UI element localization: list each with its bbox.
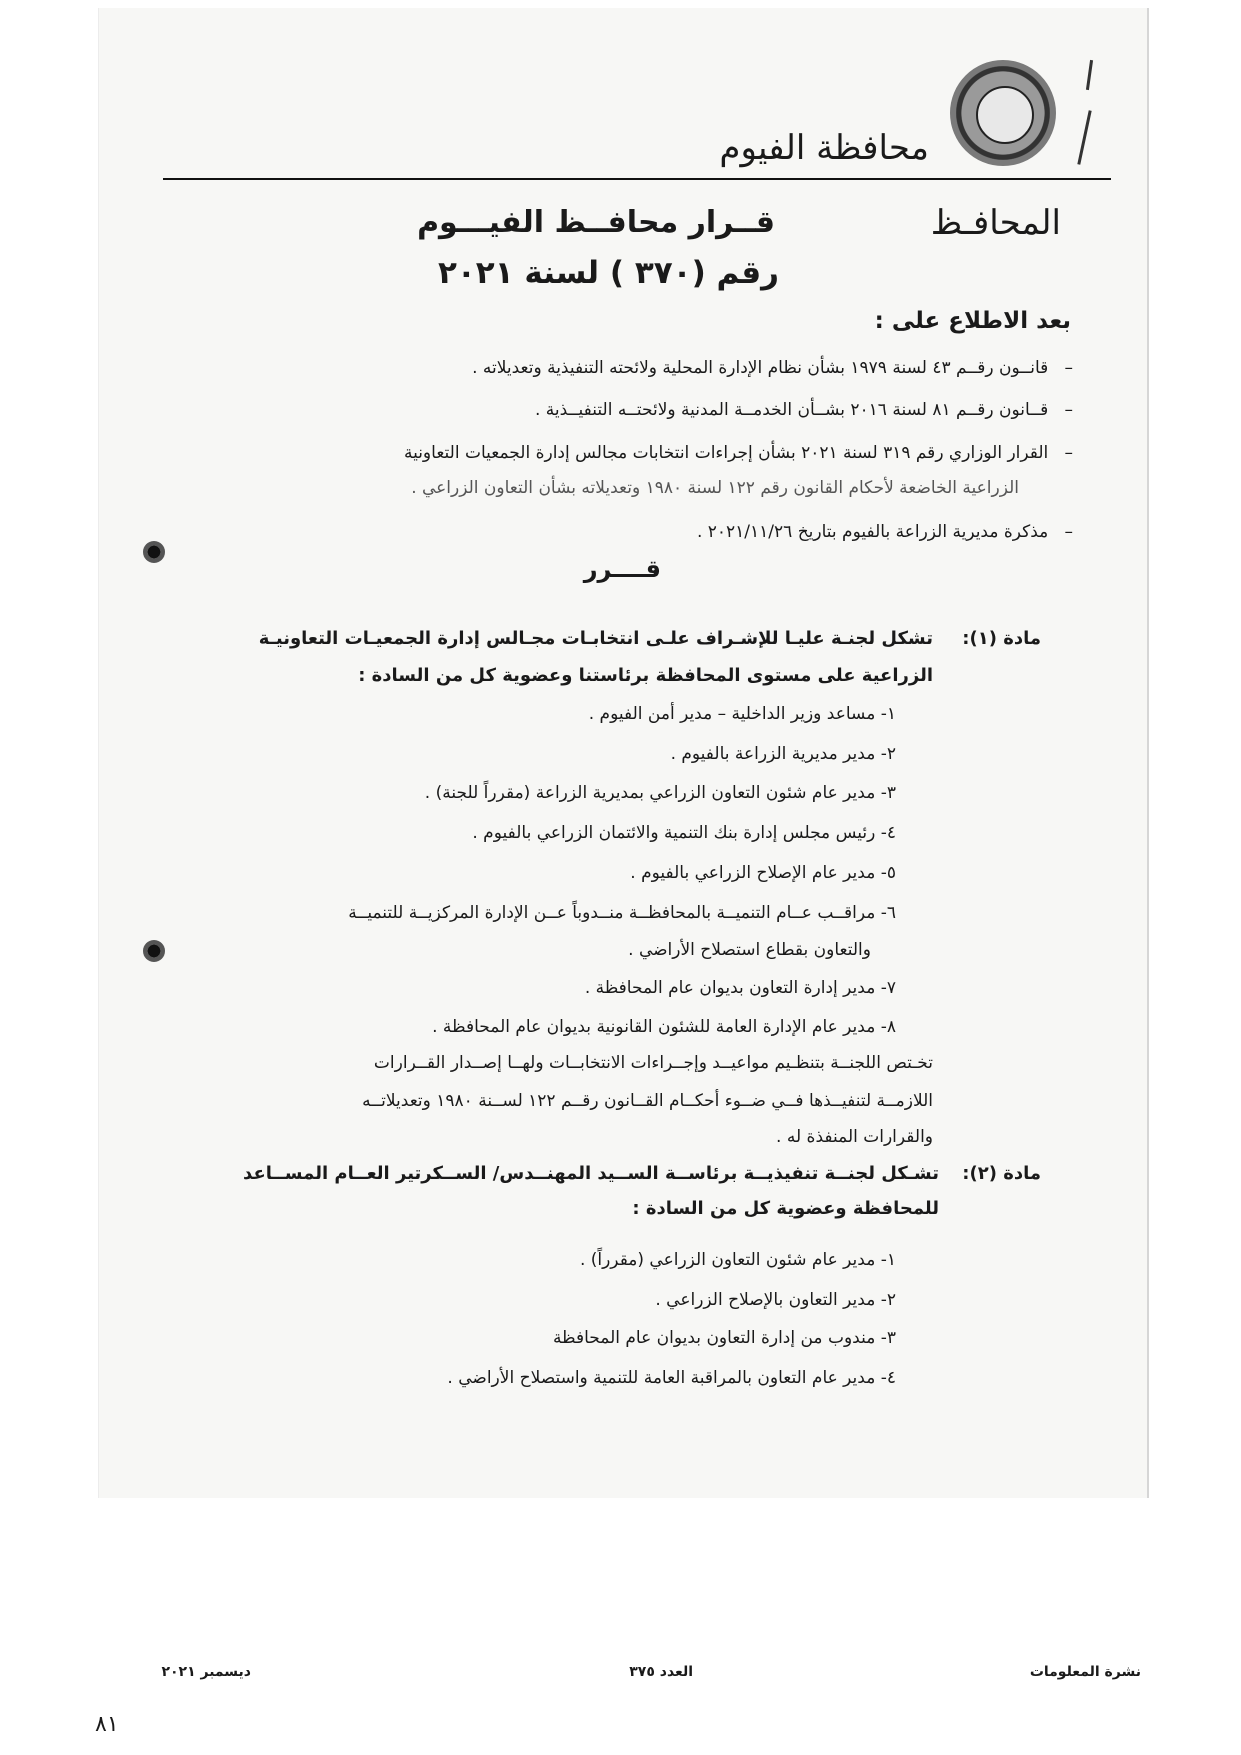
- article-1-paragraph: والقرارات المنفذة له .: [776, 1127, 933, 1147]
- member-item: ٣- مندوب من إدارة التعاون بديوان عام المحافظة: [552, 1328, 896, 1348]
- preamble-item: – قــانون رقــم ٨١ لسنة ٢٠١٦ بشــأن الخدمــة المدنية ولائحتــه التنفيــذية .: [534, 400, 1073, 420]
- footer-publication: نشرة المعلومات: [1029, 1664, 1141, 1680]
- punch-hole: [143, 541, 165, 563]
- article-1-label: مادة (١):: [962, 628, 1041, 649]
- preamble-item-continued: الزراعية الخاضعة لأحكام القانون رقم ١٢٢ لسنة ١٩٨٠ وتعديلاته بشأن التعاون الزراعي .: [411, 478, 1019, 498]
- member-item: ٨- مدير عام الإدارة العامة للشئون القانونية بديوان عام المحافظة .: [432, 1017, 896, 1037]
- member-item: ٤- مدير عام التعاون بالمراقبة العامة للتنمية واستصلاح الأراضي .: [447, 1368, 896, 1388]
- member-item: ٥- مدير عام الإصلاح الزراعي بالفيوم .: [630, 863, 896, 883]
- footer-issue: العدد ٣٧٥: [629, 1664, 693, 1680]
- preamble-item: – مذكرة مديرية الزراعة بالفيوم بتاريخ ٢٠٢١/١١/٢٦ .: [696, 522, 1073, 542]
- article-1-text: الزراعية على مستوى المحافظة برئاستنا وعضوية كل من السادة :: [358, 665, 933, 686]
- member-item: ٢- مدير التعاون بالإصلاح الزراعي .: [655, 1290, 896, 1310]
- preamble-heading: بعد الاطلاع على :: [874, 308, 1071, 334]
- preamble-item: – القرار الوزاري رقم ٣١٩ لسنة ٢٠٢١ بشأن إجراءات انتخابات مجالس إدارة الجمعيات التعاونية: [403, 443, 1073, 463]
- article-1-paragraph: اللازمــة لتنفيــذها فــي ضــوء أحكــام القــانون رقــم ١٢٢ لســنة ١٩٨٠ وتعديلاتــه: [362, 1091, 933, 1111]
- decree-number: رقم (٣٧٠ ) لسنة ٢٠٢١: [437, 255, 779, 291]
- article-2-text: للمحافظة وعضوية كل من السادة :: [632, 1198, 939, 1219]
- header-rule: [163, 178, 1111, 180]
- member-item: ٦- مراقــب عــام التنميــة بالمحافظــة منــدوباً عــن الإدارة المركزيــة للتنميــة: [348, 903, 896, 923]
- department-label: المحافـظ: [930, 203, 1061, 243]
- decree-title: قــرار محافــظ الفيـــوم: [417, 205, 775, 240]
- member-item: ٢- مدير مديرية الزراعة بالفيوم .: [670, 744, 896, 764]
- article-1-text: تشكل لجنـة عليـا للإشـراف علـى انتخابـات مجـالس إدارة الجمعيـات التعاونيـة: [258, 628, 933, 649]
- preamble-item: – قانــون رقــم ٤٣ لسنة ١٩٧٩ بشأن نظام الإدارة المحلية ولائحته التنفيذية وتعديلاته .: [472, 358, 1073, 378]
- punch-hole: [143, 940, 165, 962]
- member-item-continued: والتعاون بقطاع استصلاح الأراضي .: [628, 940, 871, 960]
- footer-date: ديسمبر ٢٠٢١: [161, 1664, 251, 1680]
- governorate-name: محافظة الفيوم: [719, 128, 929, 168]
- article-2-text: تشـكل لجنــة تنفيذيــة برئاســة الســيد المهنــدس/ الســكرتير العــام المســاعد: [243, 1163, 939, 1184]
- member-item: ٧- مدير إدارة التعاون بديوان عام المحافظة .: [584, 978, 896, 998]
- article-1-paragraph: تخـتص اللجنــة بتنظـيم مواعيــد وإجــراءات الانتخابــات ولهــا إصــدار القــرارات: [373, 1053, 933, 1073]
- member-item: ١- مدير عام شئون التعاون الزراعي (مقرراً) .: [579, 1250, 896, 1270]
- member-item: ١- مساعد وزير الداخلية – مدير أمن الفيوم .: [588, 704, 896, 724]
- seal-emblem-icon: [976, 86, 1034, 144]
- article-2-label: مادة (٢):: [962, 1163, 1041, 1184]
- governorate-seal: [950, 60, 1056, 166]
- decided-heading: قــــرر: [583, 555, 661, 583]
- member-item: ٣- مدير عام شئون التعاون الزراعي بمديرية الزراعة (مقرراً للجنة) .: [424, 783, 896, 803]
- page-number: ٨١: [95, 1712, 119, 1737]
- member-item: ٤- رئيس مجلس إدارة بنك التنمية والائتمان الزراعي بالفيوم .: [472, 823, 896, 843]
